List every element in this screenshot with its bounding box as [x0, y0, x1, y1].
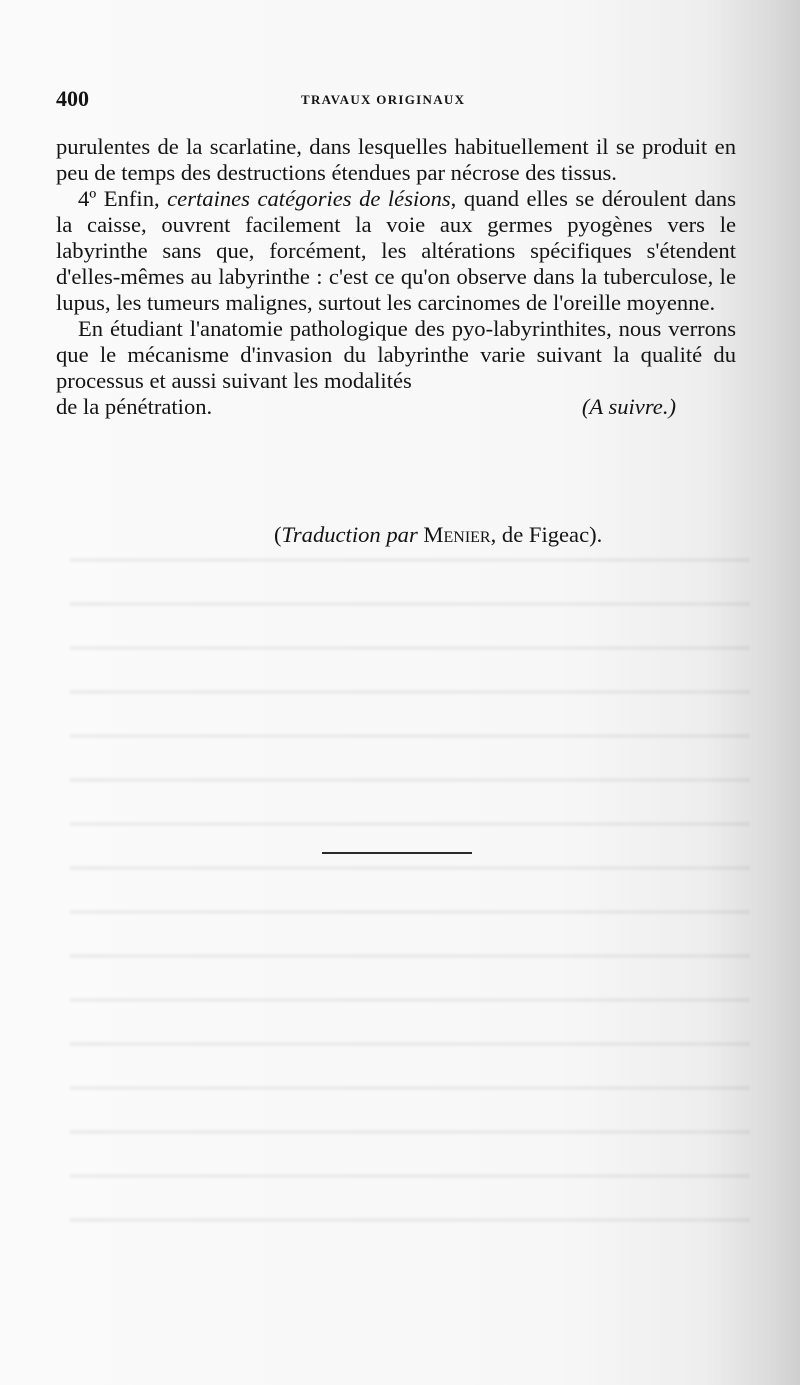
section-end-rule	[322, 852, 472, 854]
credit-open: (	[274, 522, 282, 547]
paragraph-3-last-line	[56, 394, 736, 420]
translation-credit	[274, 522, 602, 548]
paragraph-2-rest: , quand elles se déroulent dans la caisse, ouvrent facilement la voie aux germes pyogènes vers le labyrinthe sans que, forcément, les altérations spécifiques s'étendent d'elles-mêmes au labyrinthe : c'est ce qu'on observe dans la tuberculose, le lupus, les tumeurs malignes, surtout les carcinomes de l'oreille moyenne.	[56, 186, 736, 315]
translator-place: , de Figeac).	[490, 522, 603, 547]
bleed-through-texture	[70, 540, 750, 1260]
paragraph-2-lead: Enfin,	[96, 186, 168, 211]
page-number: 400	[56, 86, 89, 111]
body-text	[56, 134, 736, 420]
paragraph-2	[56, 186, 736, 316]
running-head: TRAVAUX ORIGINAUX	[301, 92, 466, 107]
page-header	[56, 86, 706, 116]
paragraph-3-end: de la pénétration.	[56, 394, 213, 419]
emphasis-lesions: certaines catégories de lésions	[167, 186, 451, 211]
translator-name: Menier	[423, 522, 491, 547]
to-be-continued: (A suivre.)	[581, 394, 676, 419]
paragraph-1: purulentes de la scarlatine, dans lesquelles habituellement il se produit en peu de temps des destructions étendues par nécrose des tissus.	[56, 134, 736, 185]
list-number: 4º	[78, 186, 97, 211]
paragraph-3: En étudiant l'anatomie pathologique des pyo-labyrinthites, nous verrons que le mécanisme d'invasion du labyrinthe varie suivant la qualité du processus et aussi suivant les modalités	[56, 316, 736, 393]
translation-label: Traduction par	[281, 522, 418, 547]
